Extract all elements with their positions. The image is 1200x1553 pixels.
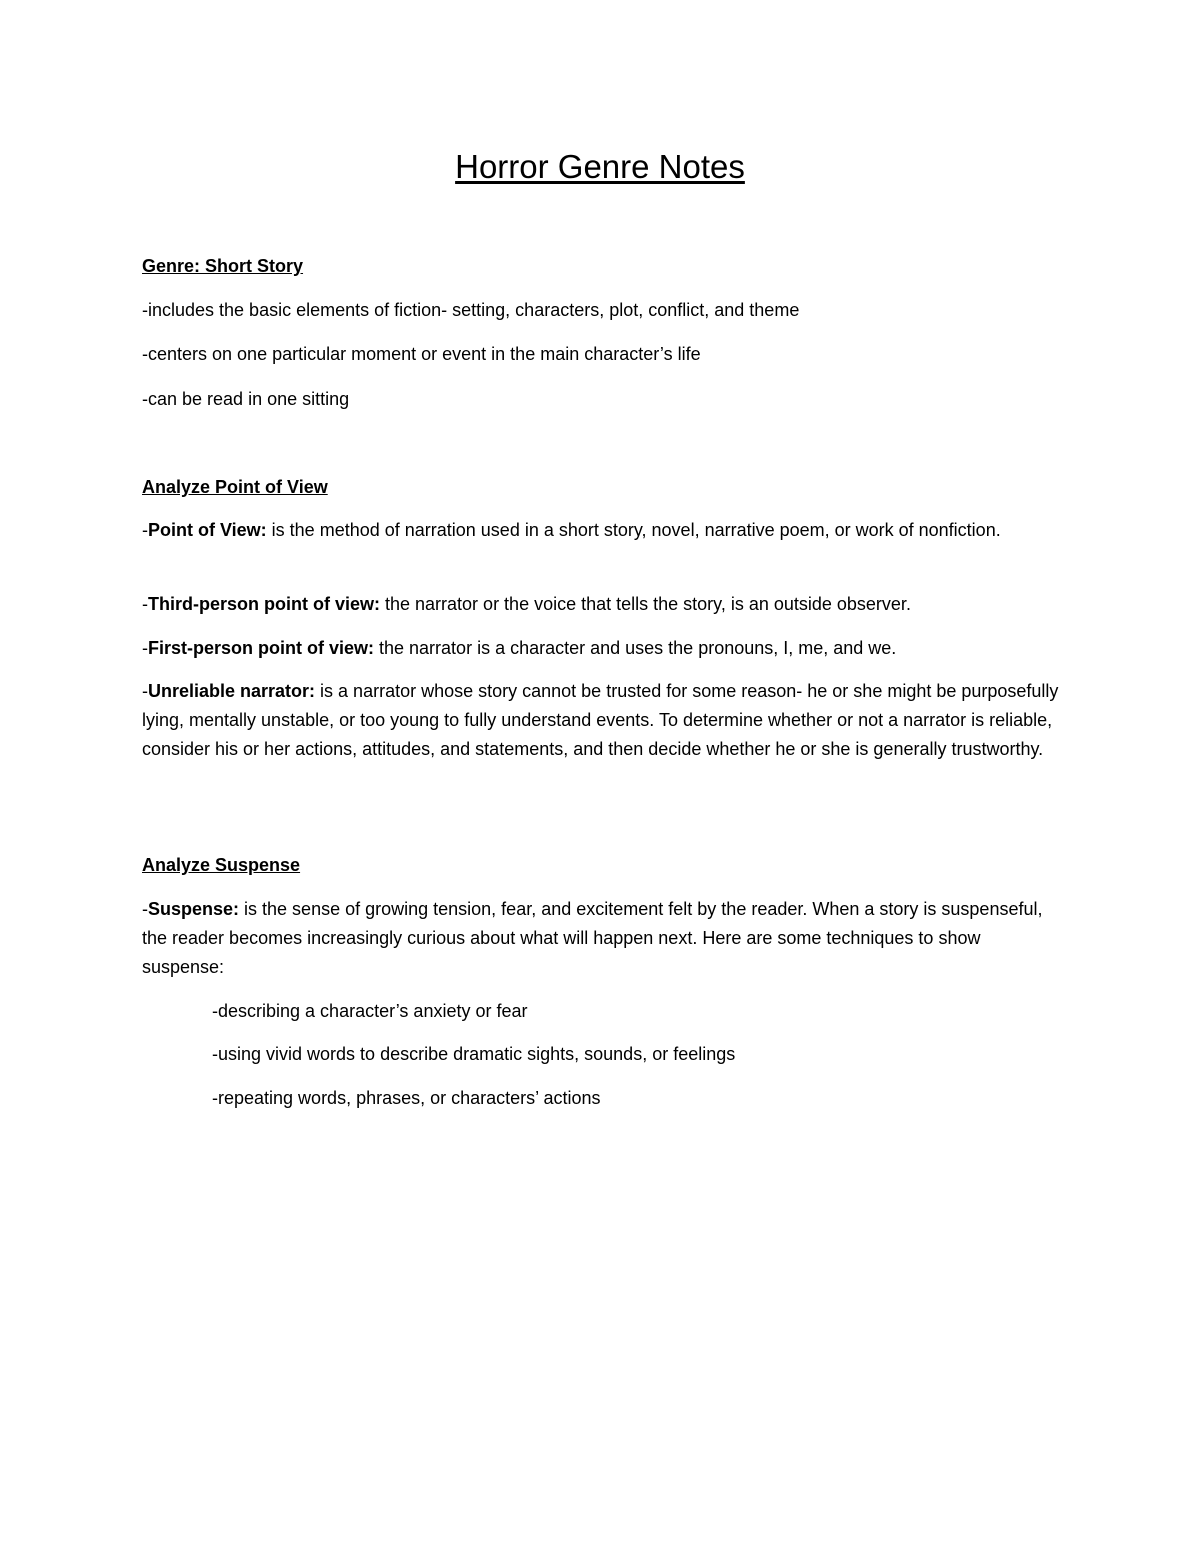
term-first-person: First-person point of view:: [148, 638, 375, 658]
definition-text: the narrator is a character and uses the pronouns, I, me, and we.: [374, 638, 897, 658]
pov-definition: [142, 516, 1062, 545]
term-third-person: Third-person point of view:: [148, 594, 380, 614]
entry-prefix: -: [142, 520, 148, 540]
entry-prefix: -: [142, 681, 148, 701]
term-point-of-view: Point of View:: [148, 520, 267, 540]
first-person-definition: [142, 634, 1062, 663]
page-title: Horror Genre Notes: [455, 148, 745, 185]
entry-prefix: -: [142, 899, 148, 919]
section-heading-suspense: Analyze Suspense: [142, 855, 301, 875]
entry-prefix: -: [142, 594, 148, 614]
section-heading-point-of-view: Analyze Point of View: [142, 477, 328, 497]
suspense-technique: -repeating words, phrases, or characters’ actions: [212, 1088, 601, 1108]
unreliable-narrator-definition: [142, 677, 1062, 764]
third-person-definition: [142, 590, 1062, 619]
definition-text: is the method of narration used in a short story, novel, narrative poem, or work of nonfiction.: [266, 520, 1001, 540]
term-suspense: Suspense:: [148, 899, 240, 919]
definition-text: is a narrator whose story cannot be trusted for some reason- he or she might be purposefully lying, mentally unstable, or too young to fully understand events. To determine whether or not a narrator is reliable, consider his or her actions, attitudes, and statements, and then decide whether he or she is generally trustworthy.: [142, 681, 1059, 759]
definition-text: is the sense of growing tension, fear, and excitement felt by the reader. When a story is suspenseful, the reader becomes increasingly curious about what will happen next. Here are some techniques to show suspense:: [142, 899, 1043, 977]
suspense-technique: -describing a character’s anxiety or fear: [212, 1001, 528, 1021]
suspense-technique: -using vivid words to describe dramatic sights, sounds, or feelings: [212, 1044, 736, 1064]
short-story-item: -can be read in one sitting: [142, 389, 350, 409]
short-story-item: -includes the basic elements of fiction- setting, characters, plot, conflict, and theme: [142, 300, 800, 320]
section-heading-short-story: Genre: Short Story: [142, 256, 304, 276]
definition-text: the narrator or the voice that tells the story, is an outside observer.: [380, 594, 911, 614]
short-story-item: -centers on one particular moment or event in the main character’s life: [142, 344, 701, 364]
term-unreliable-narrator: Unreliable narrator:: [148, 681, 316, 701]
entry-prefix: -: [142, 638, 148, 658]
suspense-definition: [142, 895, 1062, 982]
